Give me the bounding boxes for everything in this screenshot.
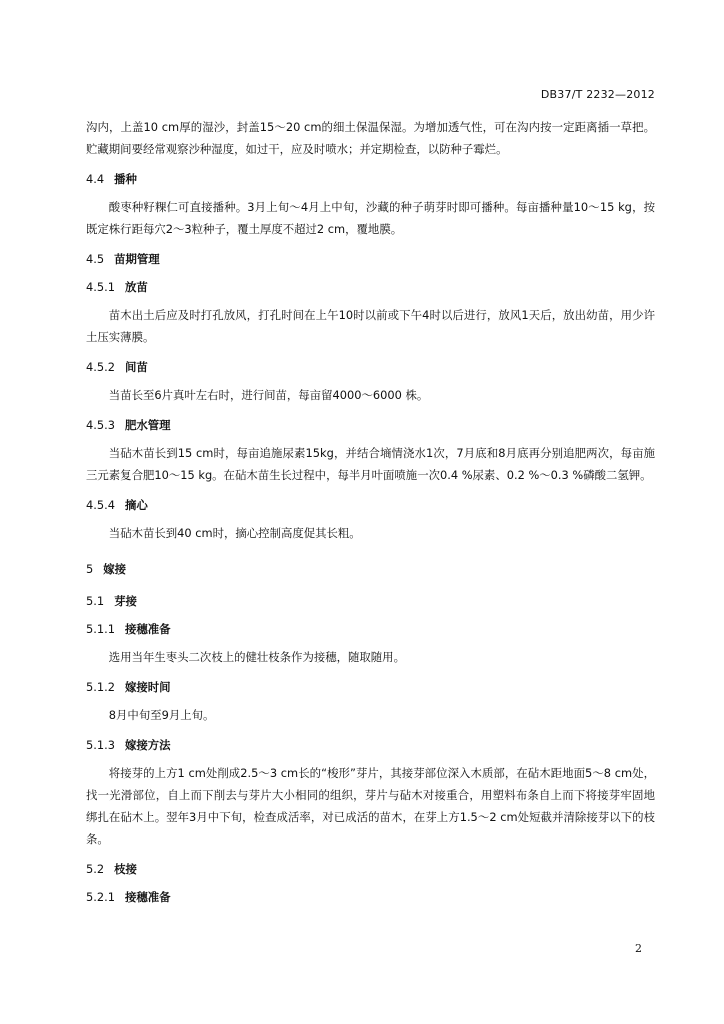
body-paragraph: 酸枣种籽粿仁可直接播种。3月上旬～4月上中旬，沙藏的种子萌芽时即可播种。每亩播种量10～15 kg，按既定株行距每穴2～3粒种子，覆土厚度不超过2 cm，覆地膜。 (86, 200, 655, 236)
section-title: 放苗 (124, 280, 148, 294)
body-paragraph: 苗木出土后应及时打孔放风，打孔时间在上午10时以前或下午4时以后进行，放风1天后，放出幼苗，用少许土压实薄膜。 (86, 308, 655, 344)
page-number: 2 (635, 942, 642, 955)
section-title: 接穗准备 (124, 622, 171, 636)
section-number: 5 (86, 562, 94, 576)
section-heading (86, 356, 655, 378)
section-number: 5.1.3 (86, 738, 115, 752)
section-title: 肥水管理 (124, 418, 171, 432)
section-heading (86, 676, 655, 698)
body-paragraph: 选用当年生枣头二次枝上的健壮枝条作为接穗，随取随用。 (108, 650, 405, 664)
section-title: 间苗 (124, 360, 148, 374)
body-paragraph: 当砧木苗长到40 cm时，摘心控制高度促其长粗。 (108, 526, 361, 540)
section-number: 5.2 (86, 862, 105, 876)
body-paragraph: 将接芽的上方1 cm处削成2.5～3 cm长的“梭形”芽片，其接芽部位深入木质部，在砧木距地面5～8 cm处，找一光滑部位，自上而下削去与芽片大小相同的组织，芽片与砧木对接重合，用塑料布条自上而下将接芽牢固地绑扎在砧木上。翌年3月中下旬，检查成活率，对已成活的苗木，在芽上方1.5～2 cm处短截并清除接芽以下的枝条。 (86, 766, 655, 846)
section-number: 4.5.2 (86, 360, 115, 374)
section-title: 嫁接 (103, 562, 127, 576)
section-title: 苗期管理 (114, 252, 160, 266)
section-title: 芽接 (114, 594, 137, 608)
section-title: 嫁接方法 (124, 738, 171, 752)
section-title: 枝接 (114, 862, 137, 876)
section-heading (86, 494, 655, 516)
section-number: 4.5.3 (86, 418, 115, 432)
section-number: 4.4 (86, 172, 105, 186)
section-heading (86, 590, 655, 612)
document-code: DB37/T 2232—2012 (540, 88, 655, 101)
section-number: 5.1.1 (86, 622, 115, 636)
section-heading (86, 558, 655, 580)
section-heading (86, 858, 655, 880)
section-title: 接穗准备 (124, 890, 171, 904)
section-title: 播种 (114, 172, 137, 186)
section-number: 4.5 (86, 252, 105, 266)
section-title: 嫁接时间 (124, 680, 171, 694)
body-paragraph: 沟内，上盖10 cm厚的湿沙，封盖15～20 cm的细土保温保湿。为增加透气性，可在沟内按一定距离插一草把。贮藏期间要经常观察沙种湿度，如过干，应及时喷水；并定期检查，以防种子霉烂。 (86, 120, 655, 156)
section-heading (86, 414, 655, 436)
section-number: 5.1.2 (86, 680, 115, 694)
section-heading (86, 276, 655, 298)
section-number: 5.1 (86, 594, 105, 608)
section-heading (86, 248, 655, 270)
section-heading (86, 886, 655, 908)
body-paragraph: 8月中旬至9月上旬。 (108, 708, 215, 722)
body-paragraph: 当砧木苗长到15 cm时，每亩追施尿素15kg，并结合墒情浇水1次，7月底和8月底再分别追肥两次，每亩施三元素复合肥10～15 kg。在砧木苗生长过程中，每半月叶面喷施一次0.4 %尿素、0.2 %～0.3 %磷酸二氢钾。 (86, 446, 655, 482)
section-heading (86, 618, 655, 640)
section-number: 4.5.1 (86, 280, 115, 294)
section-number: 4.5.4 (86, 498, 115, 512)
section-heading (86, 734, 655, 756)
section-number: 5.2.1 (86, 890, 115, 904)
document-body (86, 116, 655, 914)
section-title: 摘心 (124, 498, 148, 512)
body-paragraph: 当苗长至6片真叶左右时，进行间苗，每亩留4000～6000 株。 (108, 388, 429, 402)
section-heading (86, 168, 655, 190)
